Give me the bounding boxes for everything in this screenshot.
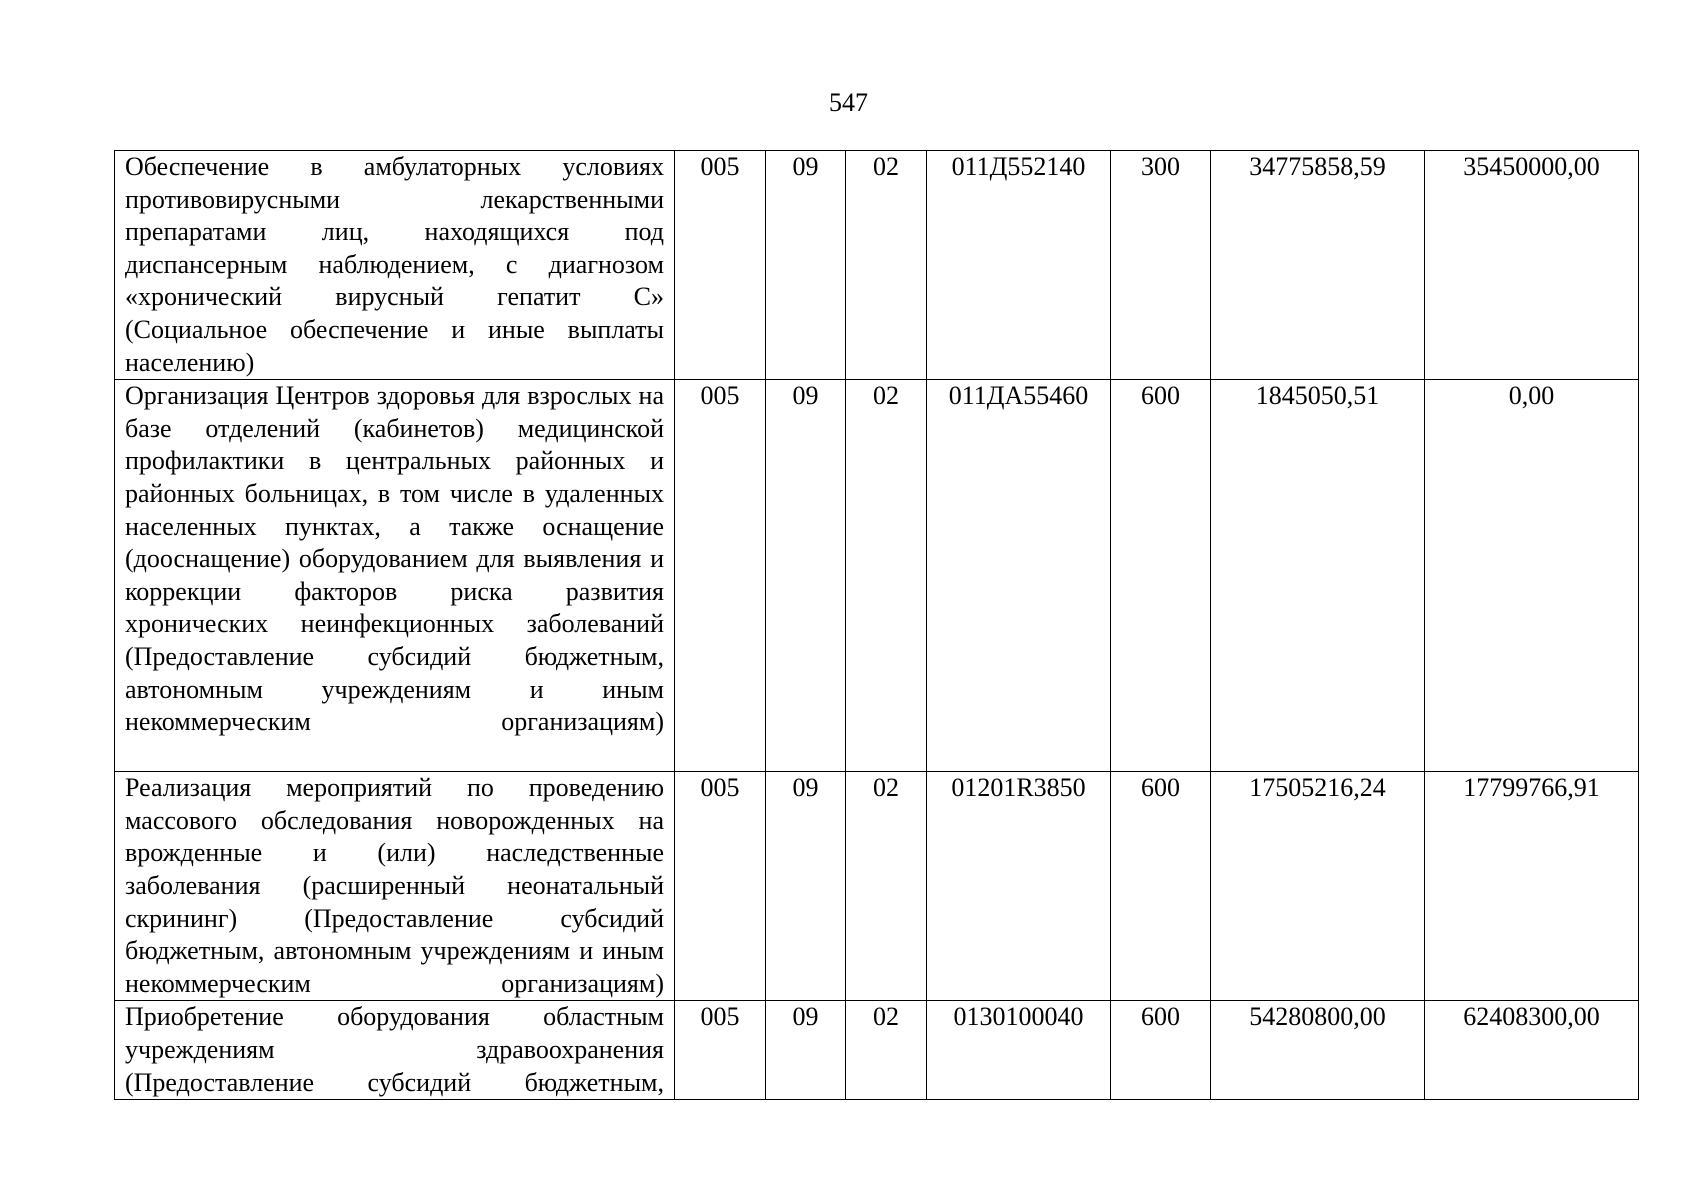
page-number: 547 xyxy=(829,88,868,117)
expense-type-code: 600 xyxy=(1111,1001,1211,1100)
row-description: Приобретение оборудования областным учреждениям здравоохранения (Предоставление субсидий бюджетным, xyxy=(115,1001,675,1100)
amount-year-1: 1845050,51 xyxy=(1211,380,1425,772)
amount-year-2: 62408300,00 xyxy=(1425,1001,1639,1100)
ved-code: 005 xyxy=(675,1001,766,1100)
ved-code: 005 xyxy=(675,151,766,380)
subsection-code: 02 xyxy=(846,772,927,1001)
table-row xyxy=(115,1001,1639,1100)
table-row xyxy=(115,151,1639,380)
amount-year-2: 17799766,91 xyxy=(1425,772,1639,1001)
subsection-code: 02 xyxy=(846,1001,927,1100)
row-description: Реализация мероприятий по проведению массового обследования новорожденных на врожденные и (или) наследственные заболевания (расширенный неонатальный скрининг) (Предоставление субсидий бюджетным, автономным учреждениям и иным некоммерческим организациям) xyxy=(115,772,675,1001)
section-code: 09 xyxy=(766,380,846,772)
amount-year-2: 35450000,00 xyxy=(1425,151,1639,380)
expense-type-code: 300 xyxy=(1111,151,1211,380)
section-code: 09 xyxy=(766,1001,846,1100)
amount-year-1: 54280800,00 xyxy=(1211,1001,1425,1100)
budget-table xyxy=(114,150,1639,1100)
expense-type-code: 600 xyxy=(1111,380,1211,772)
section-code: 09 xyxy=(766,772,846,1001)
target-article-code: 011ДА55460 xyxy=(927,380,1111,772)
row-description: Обеспечение в амбулаторных условиях противовирусными лекарственными препаратами лиц, находящихся под диспансерным наблюдением, с диагнозом «хронический вирусный гепатит С» (Социальное обеспечение и иные выплаты населению) xyxy=(115,151,675,380)
section-code: 09 xyxy=(766,151,846,380)
ved-code: 005 xyxy=(675,380,766,772)
ved-code: 005 xyxy=(675,772,766,1001)
subsection-code: 02 xyxy=(846,151,927,380)
row-description: Организация Центров здоровья для взрослых на базе отделений (кабинетов) медицинской профилактики в центральных районных и районных больницах, в том числе в удаленных населенных пунктах, а также оснащение (дооснащение) оборудованием для выявления и коррекции факторов риска развития хронических неинфекционных заболеваний (Предоставление субсидий бюджетным, автономным учреждениям и иным некоммерческим организациям) xyxy=(115,380,675,772)
target-article-code: 0130100040 xyxy=(927,1001,1111,1100)
amount-year-2: 0,00 xyxy=(1425,380,1639,772)
amount-year-1: 34775858,59 xyxy=(1211,151,1425,380)
table-row xyxy=(115,380,1639,772)
amount-year-1: 17505216,24 xyxy=(1211,772,1425,1001)
subsection-code: 02 xyxy=(846,380,927,772)
expense-type-code: 600 xyxy=(1111,772,1211,1001)
target-article-code: 011Д552140 xyxy=(927,151,1111,380)
table-row xyxy=(115,772,1639,1001)
target-article-code: 01201R3850 xyxy=(927,772,1111,1001)
